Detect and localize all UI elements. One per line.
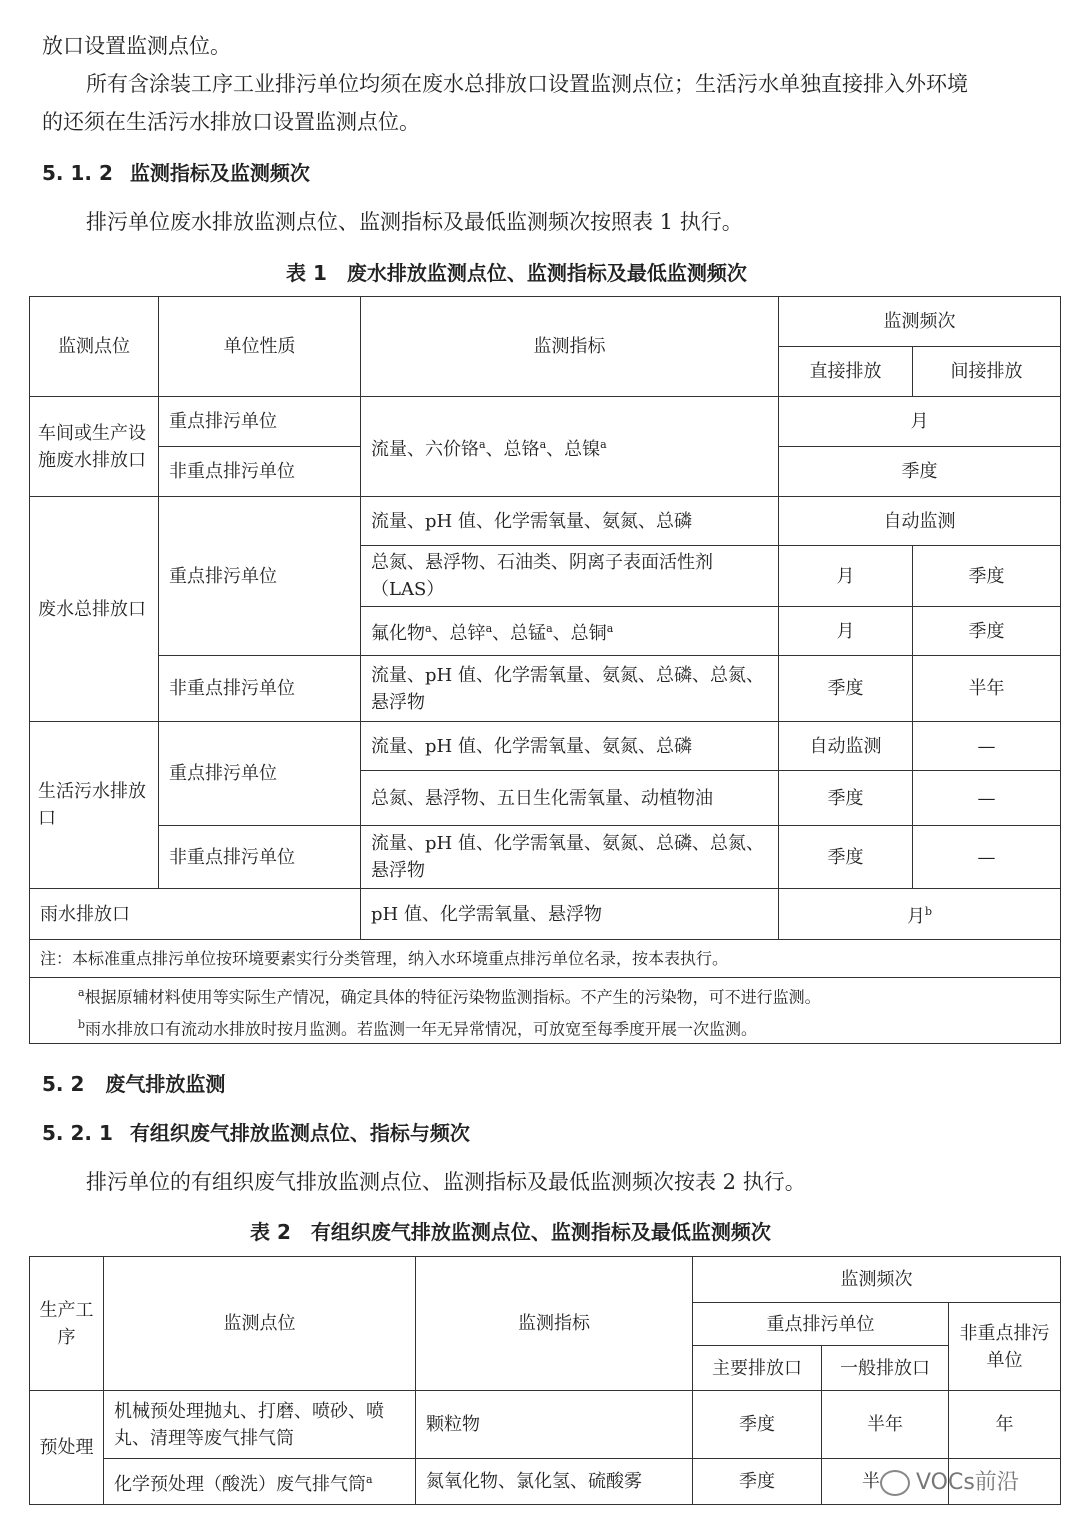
t1-freq-cell: 月	[779, 397, 1061, 447]
t2-header-general-outlet: 一般排放口	[822, 1346, 949, 1391]
t1-indicator-cell: 流量、pH 值、化学需氧量、氨氮、总磷、总氮、悬浮物	[361, 656, 779, 722]
t1-freq-cell: 月	[779, 546, 913, 607]
t1-note-main: 注：本标准重点排污单位按环境要素实行分类管理，纳入水环境重点排污单位名录，按本表执行。	[30, 940, 1061, 978]
t2-header-point: 监测点位	[104, 1257, 416, 1391]
t1-point-domestic: 生活污水排放口	[30, 722, 159, 889]
t1-freq-cell: 月$^b$	[779, 889, 1061, 940]
t1-unit-key: 重点排污单位	[159, 722, 361, 826]
t1-point-workshop: 车间或生产设施废水排放口	[30, 397, 159, 497]
t1-freq-cell: 季度	[779, 447, 1061, 497]
t1-unit-key: 重点排污单位	[159, 497, 361, 656]
t1-freq-cell: 季度	[779, 771, 913, 826]
section-5-2-1-body: 排污单位的有组织废气排放监测点位、监测指标及最低监测频次按表 2 执行。	[86, 1170, 806, 1194]
section-title: 有组织废气排放监测点位、指标与频次	[129, 1121, 470, 1145]
table2-caption: 表 2 有组织废气排放监测点位、监测指标及最低监测频次	[250, 1220, 771, 1244]
t1-footnote-a: $^a$根据原辅材料使用等实际生产情况，确定具体的特征污染物监测指标。不产生的污染物，可不进行监测。	[78, 986, 821, 1007]
t1-unit-nonkey: 非重点排污单位	[159, 826, 361, 889]
t2-process-pretreat: 预处理	[30, 1391, 104, 1505]
section-5-2-heading	[42, 1068, 225, 1097]
t2-freq-cell: 年	[949, 1391, 1061, 1459]
t2-header-process: 生产工序	[30, 1257, 104, 1391]
t1-indicator-cell: 流量、pH 值、化学需氧量、氨氮、总磷、总氮、悬浮物	[361, 826, 779, 889]
section-5-1-2-heading	[42, 157, 310, 186]
t2-point-cell: 机械预处理抛丸、打磨、喷砂、喷丸、清理等废气排气筒	[104, 1391, 416, 1459]
t1-indicator-cell: 流量、pH 值、化学需氧量、氨氮、总磷	[361, 722, 779, 771]
t1-indicator-cell: 流量、pH 值、化学需氧量、氨氮、总磷	[361, 497, 779, 546]
t1-footnote-b: $^b$雨水排放口有流动水排放时按月监测。若监测一年无异常情况，可放宽至每季度开展一次监测。	[78, 1017, 758, 1038]
section-number: 5. 2. 1	[42, 1121, 113, 1145]
t1-freq-cell: 自动监测	[779, 497, 1061, 546]
table1-caption: 表 1 废水排放监测点位、监测指标及最低监测频次	[286, 261, 747, 285]
table-1	[29, 296, 1061, 1044]
t2-freq-cell: 季度	[693, 1459, 822, 1505]
t1-unit-nonkey: 非重点排污单位	[159, 656, 361, 722]
chat-bubble-icon	[880, 1470, 910, 1496]
intro-line-1: 放口设置监测点位。	[42, 34, 231, 58]
t2-freq-cell: 半年	[822, 1391, 949, 1459]
t1-indicator-cell: 总氮、悬浮物、石油类、阴离子表面活性剂（LAS）	[361, 546, 779, 607]
t2-point-cell: 化学预处理（酸洗）废气排气筒$^a$	[104, 1459, 416, 1505]
intro-line-2: 所有含涂装工序工业排污单位均须在废水总排放口设置监测点位；生活污水单独直接排入外环境	[86, 72, 968, 96]
t1-point-total: 废水总排放口	[30, 497, 159, 722]
t1-freq-cell: 自动监测	[779, 722, 913, 771]
t2-header-nonkey-unit: 非重点排污单位	[949, 1303, 1061, 1391]
t1-unit-nonkey: 非重点排污单位	[159, 447, 361, 497]
t1-freq-cell: 半年	[913, 656, 1061, 722]
t1-header-unit-type: 单位性质	[159, 297, 361, 397]
t1-freq-cell: 月	[779, 607, 913, 656]
t2-header-frequency: 监测频次	[693, 1257, 1061, 1303]
t2-freq-cell: 半	[822, 1459, 949, 1505]
section-5-1-2-body: 排污单位废水排放监测点位、监测指标及最低监测频次按照表 1 执行。	[86, 210, 743, 234]
t2-freq-cell: 季度	[693, 1391, 822, 1459]
t1-header-point: 监测点位	[30, 297, 159, 397]
watermark	[880, 1465, 1019, 1496]
t1-freq-cell: 季度	[913, 607, 1061, 656]
t1-freq-cell: 季度	[913, 546, 1061, 607]
section-number: 5. 1. 2	[42, 161, 113, 185]
t1-indicator-cell: 总氮、悬浮物、五日生化需氧量、动植物油	[361, 771, 779, 826]
section-number: 5. 2	[42, 1072, 85, 1096]
t1-header-indirect: 间接排放	[913, 347, 1061, 397]
watermark-text: VOCs前沿	[916, 1470, 1019, 1495]
t1-indicator-cell: pH 值、化学需氧量、悬浮物	[361, 889, 779, 940]
t1-freq-cell: —	[913, 722, 1061, 771]
t1-freq-cell: 季度	[779, 826, 913, 889]
t2-indicator-cell: 氮氧化物、氯化氢、硫酸雾	[416, 1459, 693, 1505]
t1-unit-key: 重点排污单位	[159, 397, 361, 447]
t1-indicator-workshop: 流量、六价铬$^a$、总铬$^a$、总镍$^a$	[361, 397, 779, 497]
t2-header-key-unit: 重点排污单位	[693, 1303, 949, 1346]
section-title: 废气排放监测	[105, 1072, 226, 1096]
t1-point-rain: 雨水排放口	[30, 889, 361, 940]
intro-line-3: 的还须在生活污水排放口设置监测点位。	[42, 110, 420, 134]
section-title: 监测指标及监测频次	[129, 161, 310, 185]
t1-freq-cell: —	[913, 826, 1061, 889]
section-5-2-1-heading	[42, 1117, 470, 1146]
t1-footnotes	[30, 978, 1061, 1044]
t1-freq-cell: 季度	[779, 656, 913, 722]
t1-freq-cell: —	[913, 771, 1061, 826]
t2-header-indicator: 监测指标	[416, 1257, 693, 1391]
t1-header-indicator: 监测指标	[361, 297, 779, 397]
t1-header-direct: 直接排放	[779, 347, 913, 397]
t2-indicator-cell: 颗粒物	[416, 1391, 693, 1459]
t1-indicator-cell: 氟化物$^a$、总锌$^a$、总锰$^a$、总铜$^a$	[361, 607, 779, 656]
t2-header-main-outlet: 主要排放口	[693, 1346, 822, 1391]
t1-header-frequency: 监测频次	[779, 297, 1061, 347]
